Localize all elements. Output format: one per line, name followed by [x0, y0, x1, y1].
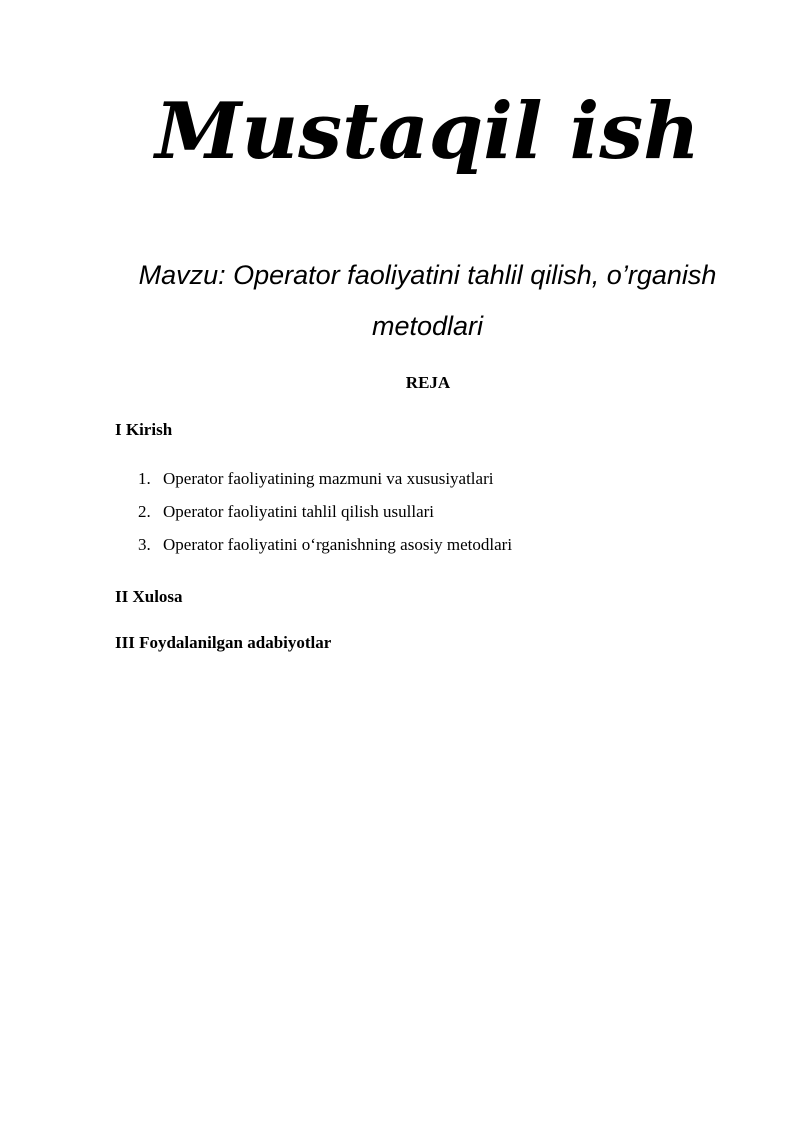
section-introduction: I Kirish: [115, 420, 173, 439]
plan-item-number: 1.: [138, 469, 151, 488]
plan-item-text: Operator faoliyatining mazmuni va xususiyatlari: [163, 469, 494, 488]
plan-item: [138, 468, 512, 501]
plan-item: [138, 501, 512, 534]
document-subtitle: Mavzu: Operator faoliyatini tahlil qilish, o’rganish metodlari: [138, 260, 717, 341]
plan-list: [138, 468, 512, 567]
plan-item-text: Operator faoliyatini o‘rganishning asosiy metodlari: [163, 535, 513, 554]
section-references: III Foydalanilgan adabiyotlar: [115, 633, 332, 652]
plan-heading: REJA: [405, 373, 451, 392]
document-title: Mustaqil ish: [155, 86, 700, 177]
plan-item-text: Operator faoliyatini tahlil qilish usullari: [163, 502, 434, 521]
plan-item: [138, 534, 512, 567]
section-conclusion: II Xulosa: [115, 587, 183, 606]
plan-item-number: 3.: [138, 535, 151, 554]
plan-item-number: 2.: [138, 502, 151, 521]
